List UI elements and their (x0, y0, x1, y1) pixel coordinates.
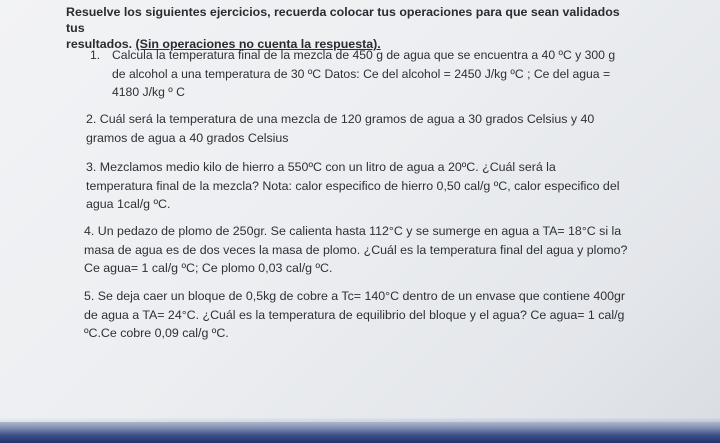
instructions-note-underlined: (Sin operaciones no cuenta la respuesta). (135, 37, 381, 51)
exercise-number: 1. (90, 48, 101, 62)
background-edge (0, 418, 720, 443)
exercise-text: 5. Se deja caer un bloque de 0,5kg de cobre a Tc= 140°C dentro de un envase que contiene 400gr de agua a TA= 24°C. ¿Cuál es la temperatura de equilibrio del bloque y el agua? Ce agua= 1 cal/g ºC.Ce cobre 0,09 cal/g ºC. (84, 289, 626, 340)
exercise-5 (84, 287, 629, 343)
exercise-text: 3. Mezclamos medio kilo de hierro a 550ºC con un litro de agua a 20ºC. ¿Cuál será la temperatura final de la mezcla? Nota: calor especifico de hierro 0,50 cal/g ºC, calor especifico del agua 1cal/g ºC. (86, 160, 620, 211)
instructions-header (66, 4, 626, 52)
exercise-4 (84, 222, 629, 278)
exercise-2 (86, 110, 626, 147)
exercise-3 (86, 158, 626, 214)
instructions-line-2: resultados. (66, 37, 136, 51)
exercise-text: 4. Un pedazo de plomo de 250gr. Se calienta hasta 112°C y se sumerge en agua a TA= 18°C si la masa de agua es de dos veces la masa de plomo. ¿Cuál es la temperatura final del agua y plomo? Ce agua= 1 cal/g ºC; Ce plomo 0,03 cal/g ºC. (84, 224, 628, 275)
exercise-1 (90, 46, 620, 102)
instructions-line-1: Resuelve los siguientes ejercicios, recuerda colocar tus operaciones para que sean validados tus (66, 5, 620, 35)
exercise-text: Calcula la temperatura final de la mezcla de 450 g de agua que se encuentra a 40 ºC y 300 g de alcohol a una temperatura de 30 ºC Datos: Ce del alcohol = 2450 J/kg ºC ; Ce del agua = 4180 J/kg º C (112, 48, 616, 99)
exercise-text: 2. Cuál será la temperatura de una mezcla de 120 gramos de agua a 30 grados Celsius y 40 gramos de agua a 40 grados Celsius (86, 112, 595, 145)
